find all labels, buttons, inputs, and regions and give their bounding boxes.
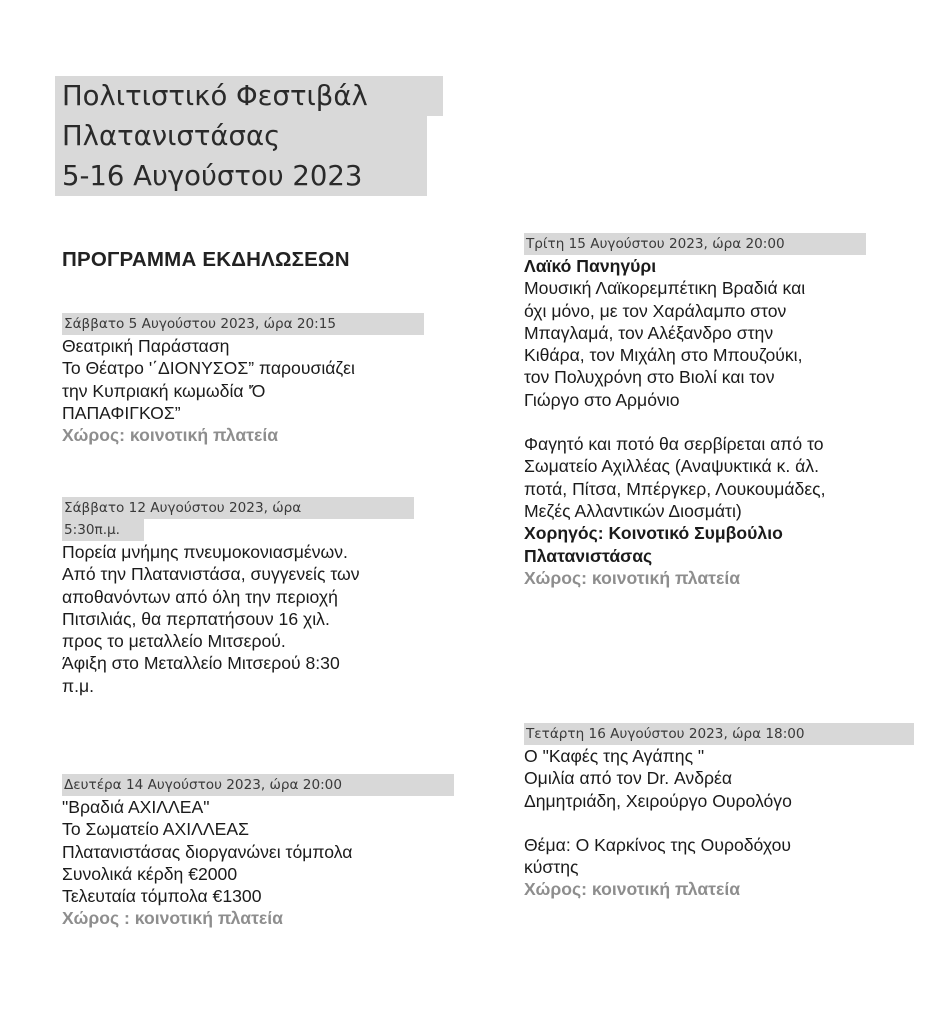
event-date: Δευτέρα 14 Αυγούστου 2023, ώρα 20:00 <box>62 774 454 796</box>
event-line: Πορεία μνήμης πνευμοκονιασμένων. <box>62 542 348 562</box>
program-heading: ΠΡΟΓΡΑΜΜΑ ΕΚΔΗΛΩΣΕΩΝ <box>62 248 350 271</box>
event-line: την Κυπριακή κωμωδία 'Ό <box>62 380 266 401</box>
event-line: Θεατρική Παράσταση <box>62 336 230 356</box>
title-line-2: Πλατανιστάσας <box>55 116 427 156</box>
event-line: Θέμα: Ο Καρκίνος της Ουροδόχου <box>524 834 792 855</box>
event-line: Άφιξη στο Μεταλλείο Μιτσερού 8:30 <box>62 653 340 674</box>
event-line: Ο "Καφές της Αγάπης " <box>524 746 705 766</box>
event-venue: Χώρος: κοινοτική πλατεία <box>524 879 741 900</box>
event-line: ποτά, Πίτσα, Μπέργκερ, Λουκουμάδες, <box>524 478 826 499</box>
event-line: Το Σωματείο ΑΧΙΛΛΕΑΣ <box>62 819 250 840</box>
event-sponsor: Χορηγός: Κοινοτικό Συμβούλιο <box>524 523 783 544</box>
event-date: Τετάρτη 16 Αυγούστου 2023, ώρα 18:00 <box>524 723 914 745</box>
event-date-continued: 5:30π.μ. <box>62 519 144 541</box>
event-aug-16 <box>524 723 924 901</box>
event-venue: Χώρος : κοινοτική πλατεία <box>62 908 283 929</box>
event-line: προς το μεταλλείο Μιτσερού. <box>62 631 286 652</box>
event-venue: Χώρος: κοινοτική πλατεία <box>62 425 279 446</box>
event-line: ΠΑΠΑΦΙΓΚΟΣ” <box>62 402 181 423</box>
event-line: Το Θέατρο '΄ΔΙΟΝΥΣΟΣ” παρουσιάζει <box>62 358 355 379</box>
event-date: Σάββατο 5 Αυγούστου 2023, ώρα 20:15 <box>62 313 424 335</box>
event-line: Κιθάρα, τον Μιχάλη στο Μπουζούκι, <box>524 345 803 366</box>
event-line: π.μ. <box>62 675 95 696</box>
event-heading: Λαϊκό Πανηγύρι <box>524 256 657 276</box>
event-line: τον Πολυχρόνη στο Βιολί και τον <box>524 367 775 388</box>
event-date: Σάββατο 12 Αυγούστου 2023, ώρα <box>62 497 414 519</box>
event-line: Πιτσιλιάς, θα περπατήσουν 16 χιλ. <box>62 608 330 629</box>
event-line: Μουσική Λαϊκορεμπέτικη Βραδιά και <box>524 278 806 299</box>
event-line: Δημητριάδη, Χειρούργο Ουρολόγο <box>524 790 792 811</box>
event-line: Φαγητό και ποτό θα σερβίρεται από το <box>524 434 824 455</box>
event-line: "Βραδιά ΑΧΙΛΛΕΑ" <box>62 797 210 817</box>
event-line: Συνολικά κέρδη €2000 <box>62 863 238 884</box>
spacer <box>524 411 924 433</box>
event-line: Ομιλία από τον Dr. Ανδρέα <box>524 768 733 789</box>
event-line: Σωματείο Αχιλλέας (Αναψυκτικά κ. άλ. <box>524 456 819 477</box>
event-line: Από την Πλατανιστάσα, συγγενείς των <box>62 564 360 585</box>
event-line: Μπαγλαμά, τον Αλέξανδρο στην <box>524 322 774 343</box>
event-aug-5 <box>62 313 462 446</box>
event-aug-15 <box>524 233 924 589</box>
festival-title <box>55 76 443 196</box>
title-line-1: Πολιτιστικό Φεστιβάλ <box>55 76 443 116</box>
event-sponsor: Πλατανιστάσας <box>524 545 653 566</box>
event-aug-12 <box>62 497 462 697</box>
event-aug-14 <box>62 774 462 930</box>
event-date: Τρίτη 15 Αυγούστου 2023, ώρα 20:00 <box>524 233 866 255</box>
event-line: κύστης <box>524 857 579 878</box>
event-line: αποθανόντων από όλη την περιοχή <box>62 586 338 607</box>
event-line: Μεζές Αλλαντικών Διοσμάτι) <box>524 500 742 521</box>
event-line: Πλατανιστάσας διοργανώνει τόμπολα <box>62 841 353 862</box>
event-line: Γιώργο στο Αρμόνιο <box>524 389 680 410</box>
event-venue: Χώρος: κοινοτική πλατεία <box>524 567 741 588</box>
title-line-3: 5-16 Αυγούστου 2023 <box>55 156 427 196</box>
event-line: όχι μόνο, με τον Χαράλαμπο στον <box>524 300 787 321</box>
event-line: Τελευταία τόμπολα €1300 <box>62 886 262 907</box>
spacer <box>524 812 924 834</box>
